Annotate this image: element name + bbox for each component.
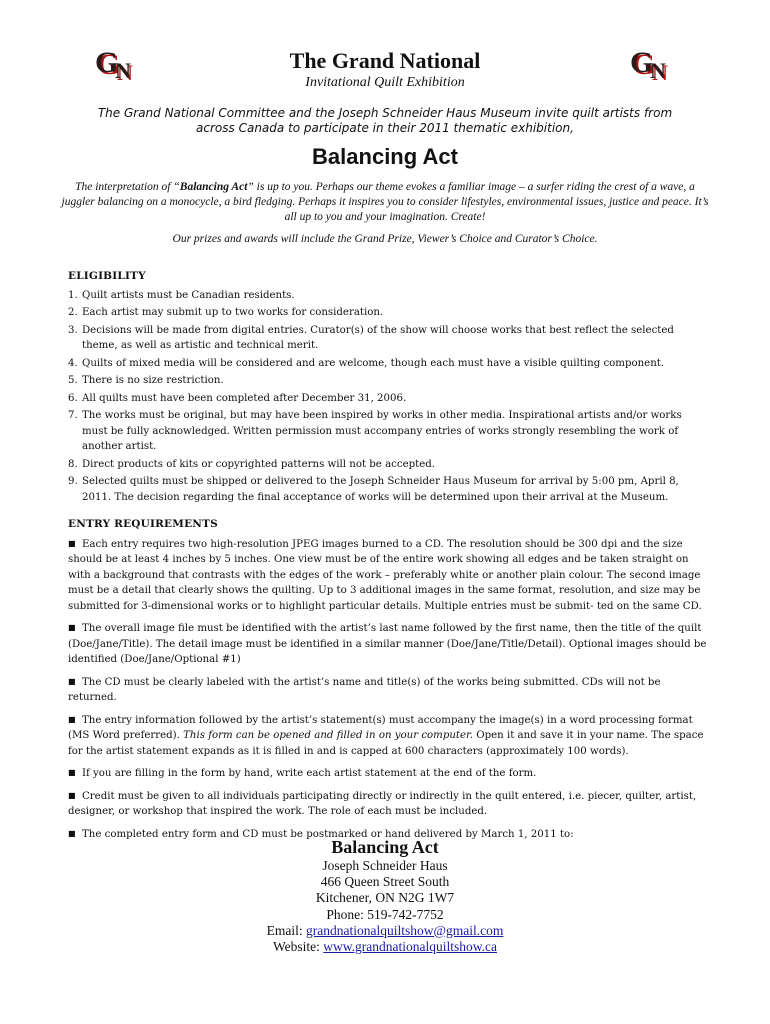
item-number: 7. bbox=[68, 410, 78, 421]
theme-description bbox=[60, 180, 710, 225]
item-text: Credit must be given to all individuals participating directly or indirectly in the quilt entered, i.e. piecer, quilter, artist, designer, or workshop that inspired the work. The role of each must be included. bbox=[68, 790, 697, 817]
list-item bbox=[68, 391, 708, 407]
email-line bbox=[0, 923, 770, 939]
item-text: Open it and save it in your name. The space for the artist statement expands as it is filled in and is capped at 600 characters (approximately 100 words). bbox=[68, 730, 704, 757]
item-text: There is no size restriction. bbox=[82, 375, 224, 386]
phone-number: Phone: 519-742-7752 bbox=[326, 906, 444, 922]
bullet-icon: ■ bbox=[68, 714, 76, 724]
intro-text: ” is up to you. Perhaps our theme evokes a familiar image – a surfer riding the crest of a wave, a juggler balancing on a monocycle, a bird fledging. Perhaps it inspires you to consider lifestyles, environmental issues, justice and peace. It’s all up to you and your imagination. Create! bbox=[61, 181, 709, 223]
email-link[interactable]: grandnationalquiltshow@gmail.com bbox=[306, 922, 504, 938]
email-label: Email: bbox=[266, 922, 307, 938]
list-item bbox=[68, 765, 708, 782]
logo-letter-g: G bbox=[630, 46, 654, 79]
list-item bbox=[68, 356, 708, 372]
item-number: 8. bbox=[68, 458, 78, 470]
bullet-icon: ■ bbox=[68, 768, 76, 777]
address-name: Balancing Act bbox=[331, 837, 439, 857]
item-text: Each entry requires two high-resolution JPEG images burned to a CD. The resolution should be 300 dpi and the size should be at least 4 inches by 5 inches. One view must be of the entire work showing all edges and be taken straight on with a background that contrasts with the edges of the work – preferably white or another plain colour. The second image must be a detail that clearly shows the quilting. Up to 3 additional images in the same format, resolution, and size may be submitted for 3-dimensional works or to highlight particular details. Multiple entries must be submit- ted on the same CD. bbox=[68, 538, 702, 612]
prizes-text: Our prizes and awards will include the Grand Prize, Viewer’s Choice and Curator’s Choice. bbox=[172, 233, 598, 245]
page-title: The Grand National bbox=[289, 48, 481, 73]
list-item bbox=[68, 620, 708, 668]
item-text: Decisions will be made from digital entries. Curator(s) of the show will choose works that best reflect the selected theme, as well as artistic and technical merit. bbox=[82, 324, 674, 351]
item-text: The entry information followed by the artist’s statement(s) must accompany the image(s) in a word processing format (MS Word preferred). bbox=[68, 714, 693, 741]
bullet-icon: ■ bbox=[68, 676, 76, 686]
item-number: 5. bbox=[68, 375, 78, 386]
logo-letter-n: N bbox=[650, 58, 666, 83]
list-item bbox=[68, 712, 708, 760]
section-heading: ELIGIBILITY bbox=[68, 270, 146, 282]
exhibition-theme: Balancing Act bbox=[312, 144, 458, 169]
item-number: 9. bbox=[68, 476, 78, 487]
item-text: Quilt artists must be Canadian residents. bbox=[82, 289, 295, 301]
website-label: Website: bbox=[273, 939, 324, 955]
item-number: 6. bbox=[68, 392, 78, 404]
page-subtitle: Invitational Quilt Exhibition bbox=[305, 75, 465, 90]
item-text: Selected quilts must be shipped or delivered to the Joseph Schneider Haus Museum for arrival by 5:00 pm, April 8, 2011. The decision regarding the final acceptance of works will be determined upon their arrival at the Museum. bbox=[82, 476, 679, 503]
list-item bbox=[68, 674, 708, 706]
item-text: The completed entry form and CD must be postmarked or hand delivered by March 1, 2011 to: bbox=[82, 828, 574, 840]
item-text: All quilts must have been completed after December 31, 2006. bbox=[82, 392, 407, 404]
invitation-line: The Grand National Committee and the Joseph Schneider Haus Museum invite quilt artists from bbox=[97, 106, 673, 120]
bullet-icon: ■ bbox=[68, 790, 76, 800]
address-line: 466 Queen Street South bbox=[320, 874, 450, 890]
list-item bbox=[68, 305, 708, 321]
address-line: Joseph Schneider Haus bbox=[322, 858, 448, 873]
item-number: 1. bbox=[68, 289, 78, 301]
list-item bbox=[68, 474, 708, 505]
list-item bbox=[68, 288, 708, 304]
bullet-icon: ■ bbox=[68, 828, 76, 838]
item-number: 4. bbox=[68, 357, 78, 369]
item-text: Each artist may submit up to two works for consideration. bbox=[82, 307, 384, 318]
item-number: 3. bbox=[68, 324, 78, 336]
list-item bbox=[68, 536, 708, 615]
intro-theme-name: Balancing Act bbox=[179, 181, 248, 193]
address-line: Kitchener, ON N2G 1W7 bbox=[315, 890, 455, 906]
item-number: 2. bbox=[68, 307, 78, 318]
entry-requirements-section bbox=[68, 517, 708, 848]
list-item bbox=[68, 788, 708, 820]
logo-letter-g: G bbox=[95, 46, 119, 79]
website-link[interactable]: www.grandnationalquiltshow.ca bbox=[323, 939, 497, 955]
list-item bbox=[68, 457, 708, 473]
item-text: The CD must be clearly labeled with the artist’s name and title(s) of the works being submitted. CDs will not be returned. bbox=[68, 676, 661, 703]
item-text: The works must be original, but may have been inspired by works in other media. Inspirational artists and/or works must be fully acknowledged. Written permission must accompany entries of works strongly resembling the work of another artist. bbox=[82, 410, 682, 452]
intro-text: The interpretation of “ bbox=[75, 181, 180, 193]
item-text: Quilts of mixed media will be considered and are welcome, though each must have a visible quilting component. bbox=[82, 357, 665, 369]
section-heading: ENTRY REQUIREMENTS bbox=[68, 518, 218, 530]
list-item bbox=[68, 373, 708, 389]
item-text: The overall image file must be identified with the artist’s last name followed by the first name, then the title of the quilt (Doe/Jane/Title). The detail image must be identified in a similar manner (Doe/Jane/Title/Detail). Optional images should be identified (Doe/Jane/Optional #1) bbox=[68, 623, 707, 665]
website-line bbox=[0, 939, 770, 955]
item-text: If you are filling in the form by hand, write each artist statement at the end of the form. bbox=[82, 768, 537, 779]
eligibility-section bbox=[68, 269, 708, 507]
bullet-icon: ■ bbox=[68, 538, 76, 548]
list-item bbox=[68, 323, 708, 354]
item-text: Direct products of kits or copyrighted patterns will not be accepted. bbox=[82, 458, 435, 470]
item-text-italic: This form can be opened and filled in on your computer. bbox=[183, 730, 474, 741]
mailing-address bbox=[0, 836, 770, 955]
bullet-icon: ■ bbox=[68, 623, 76, 632]
invitation-text bbox=[70, 106, 700, 136]
eligibility-list bbox=[68, 288, 708, 506]
logo-letter-n: N bbox=[115, 58, 131, 83]
invitation-line: across Canada to participate in their 2011 thematic exhibition, bbox=[196, 121, 574, 135]
list-item bbox=[68, 408, 708, 455]
